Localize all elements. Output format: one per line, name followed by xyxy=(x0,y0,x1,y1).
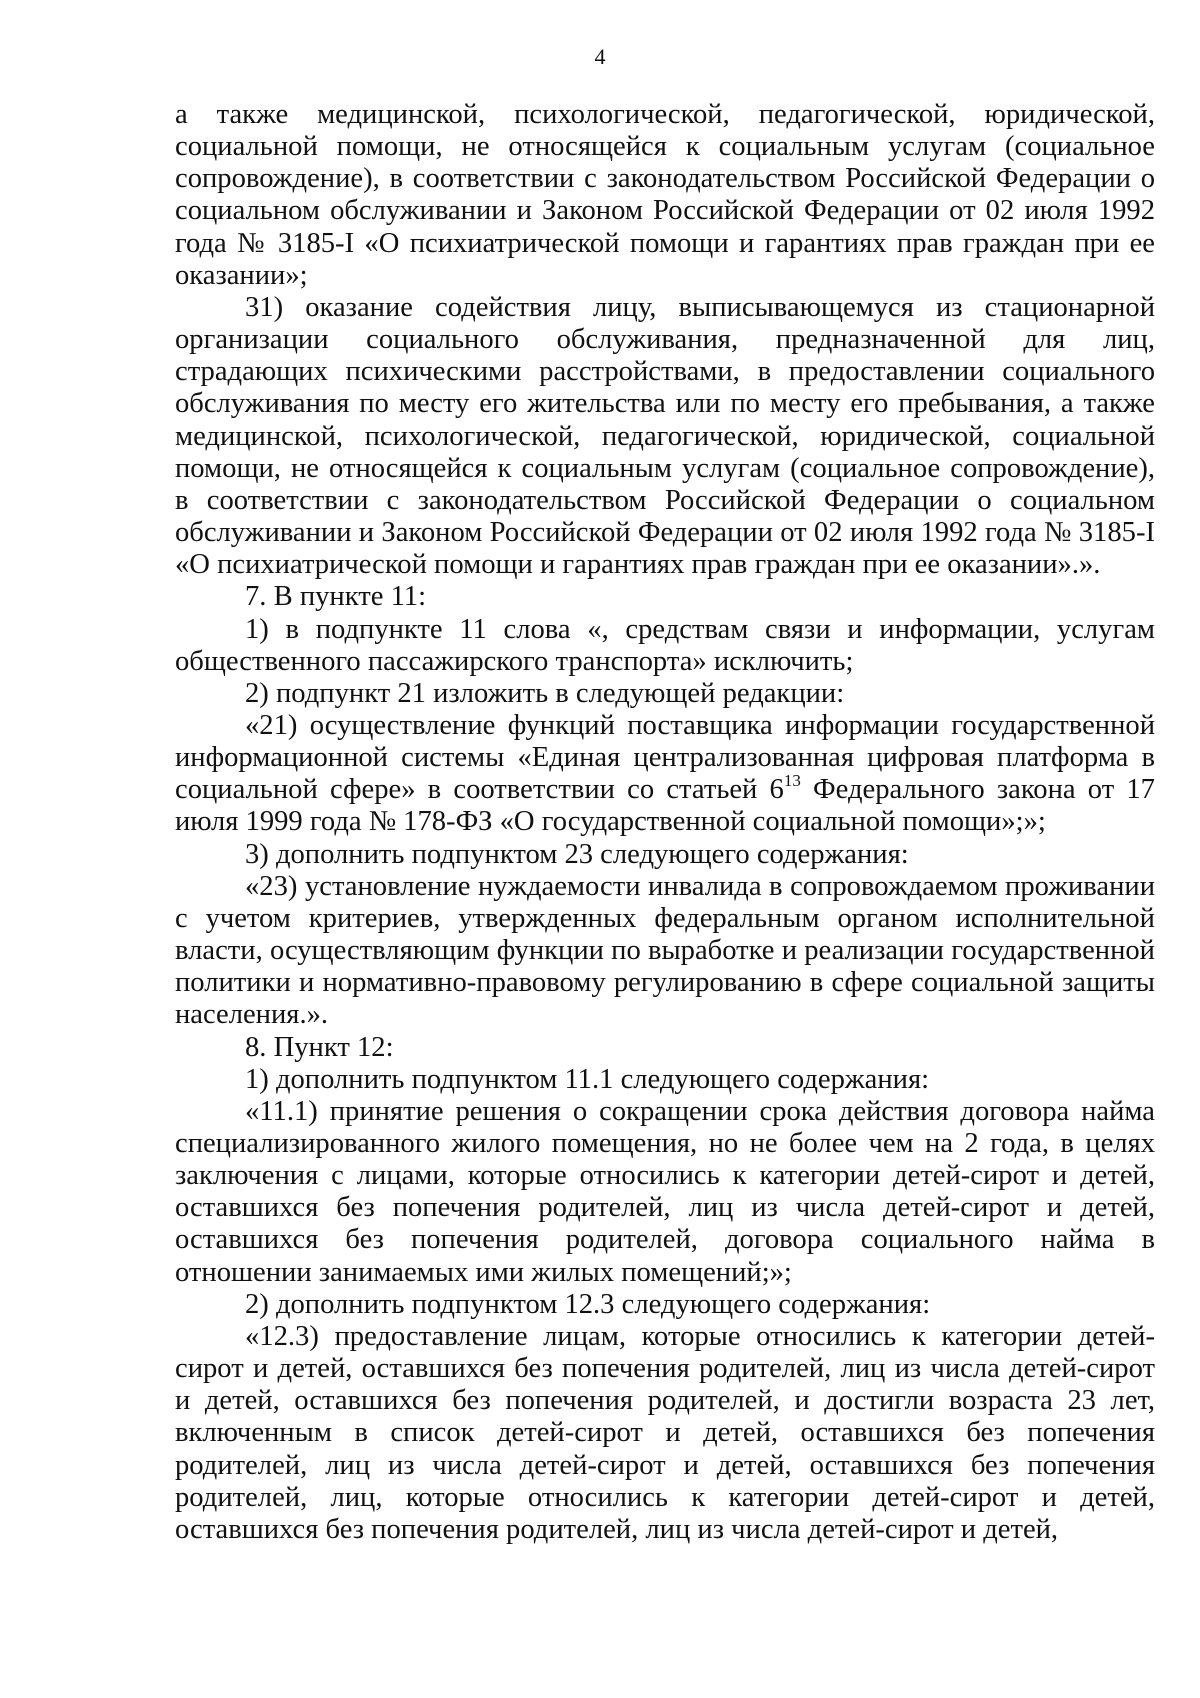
paragraph-subpoint-7-2: 2) подпункт 21 изложить в следующей редакции: xyxy=(245,677,845,709)
paragraph-item-12-3: «12.3) предоставление лицам, которые относились к категории детей-сирот и детей, оставшихся без попечения родителей, лиц из числа детей-сирот и детей, оставшихся без попечения родителей, и достигли возраста 23 лет, включенным в список детей-сирот и детей, оставшихся без попечения родителей, лиц из числа детей-сирот и детей, оставшихся без попечения родителей, лиц, которые относились к категории детей-сирот и детей, оставшихся без попечения родителей, лиц из числа детей-сирот и детей, xyxy=(175,1320,1155,1545)
paragraph-subpoint-8-1: 1) дополнить подпунктом 11.1 следующего содержания: xyxy=(245,1063,930,1095)
paragraph-item-23: «23) установление нуждаемости инвалида в сопровождаемом проживании с учетом критериев, утвержденных федеральным органом исполнительной власти, осуществляющим функции по выработке и реализации государственной политики и нормативно-правовому регулированию в сфере социальной защиты населения.». xyxy=(175,870,1155,1031)
paragraph-point-7: 7. В пункте 11: xyxy=(245,581,427,613)
paragraph-subpoint-7-3: 3) дополнить подпунктом 23 следующего содержания: xyxy=(245,838,909,870)
item-21-text-after: Федерального закона от 17 июля 1999 года № 178-ФЗ «О государственной социальной помощи»;»; xyxy=(175,774,1155,838)
paragraph-subpoint-8-2: 2) дополнить подпунктом 12.3 следующего содержания: xyxy=(245,1288,931,1320)
paragraph-item-21 xyxy=(175,710,1155,839)
paragraph-continuation: а также медицинской, психологической, педагогической, юридической, социальной помощи, не относящейся к социальным услугам (социальное сопровождение), в соответствии с законодательством Российской Федерации о социальном обслуживании и Законом Российской Федерации от 02 июля 1992 года № 3185-I «О психиатрической помощи и гарантиях прав граждан при ее оказании»; xyxy=(175,99,1155,291)
page-number: 4 xyxy=(594,44,606,69)
document-body xyxy=(175,99,1155,1546)
paragraph-point-8: 8. Пункт 12: xyxy=(245,1031,394,1063)
paragraph-subpoint-7-1: 1) в подпункте 11 слова «, средствам связи и информации, услугам общественного пассажирского транспорта» исключить; xyxy=(175,613,1155,677)
item-21-text-before: «21) осуществление функций поставщика информации государственной информационной системы «Единая централизованная цифровая платформа в социальной сфере» в соответствии со статьей 6 xyxy=(175,709,1155,806)
article-superscript: 13 xyxy=(783,770,801,790)
paragraph-item-31: 31) оказание содействия лицу, выписывающемуся из стационарной организации социального обслуживания, предназначенной для лиц, страдающих психическими расстройствами, в предоставлении социального обслуживания по месту его жительства или по месту его пребывания, а также медицинской, психологической, педагогической, юридической, социальной помощи, не относящейся к социальным услугам (социальное сопровождение), в соответствии с законодательством Российской Федерации о социальном обслуживании и Законом Российской Федерации от 02 июля 1992 года № 3185-I «О психиатрической помощи и гарантиях прав граждан при ее оказании».». xyxy=(175,291,1155,581)
paragraph-item-11-1: «11.1) принятие решения о сокращении срока действия договора найма специализированного жилого помещения, но не более чем на 2 года, в целях заключения с лицами, которые относились к категории детей-сирот и детей, оставшихся без попечения родителей, лиц из числа детей-сирот и детей, оставшихся без попечения родителей, договора социального найма в отношении занимаемых ими жилых помещений;»; xyxy=(175,1095,1155,1288)
